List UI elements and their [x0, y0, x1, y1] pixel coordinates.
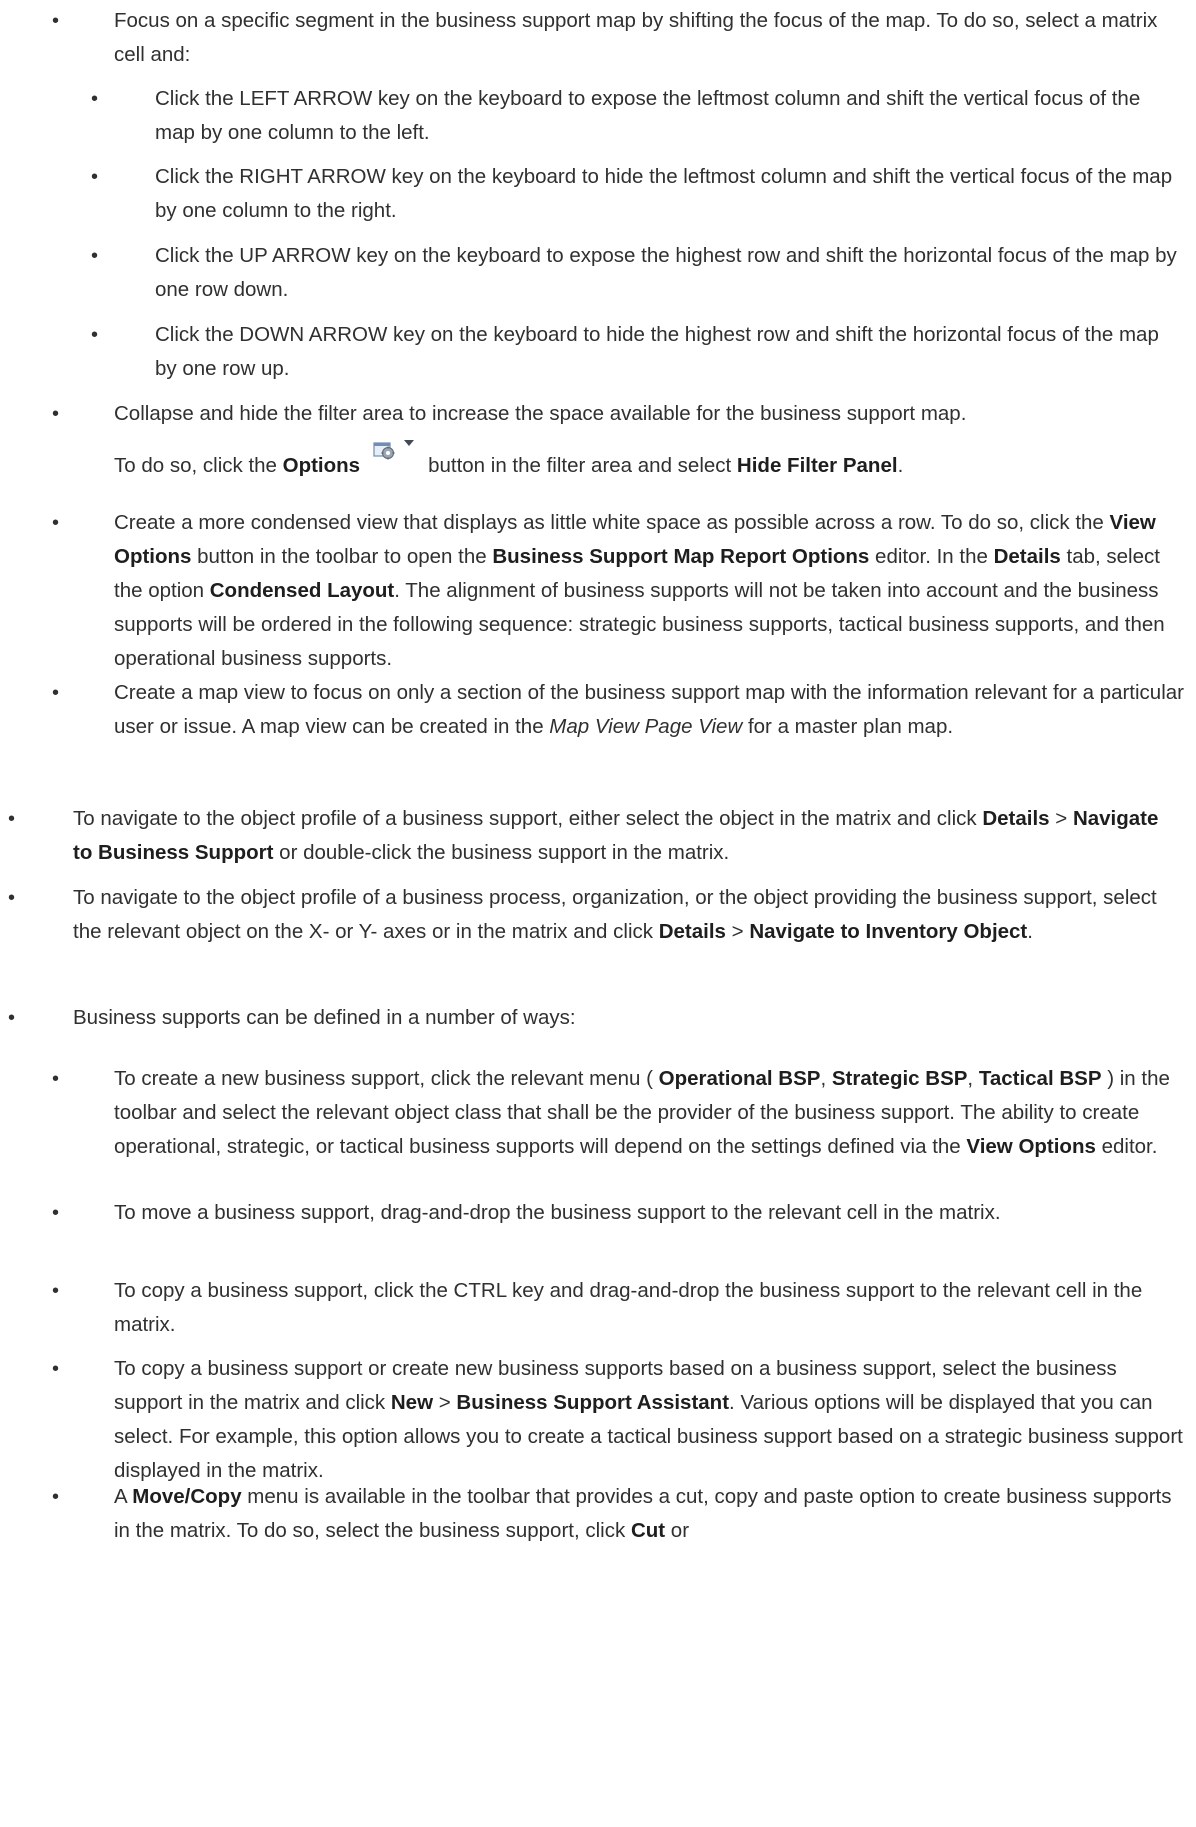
bold-term: Navigate to Business Support [73, 807, 1159, 864]
text-run: Business supports can be defined in a number of ways: [73, 1006, 576, 1029]
list-item-text [114, 1352, 1189, 1488]
bold-term: View Options [966, 1135, 1096, 1158]
list-item-text [155, 239, 1185, 307]
list-item-text [73, 1001, 1183, 1035]
bold-term: Details [982, 807, 1050, 830]
bold-term: Details [658, 920, 726, 943]
text-run: To copy a business support, click the CTRL key and drag-and-drop the business support to the relevant cell in the matrix. [114, 1279, 1143, 1336]
text-run: editor. [1095, 1135, 1158, 1158]
bold-term: Cut [630, 1519, 666, 1542]
bullet-icon: • [52, 512, 60, 534]
bold-term: Condensed Layout [209, 579, 395, 602]
text-run: Click the RIGHT ARROW key on the keyboard to hide the leftmost column and shift the vertical focus of the map by one column to the right. [155, 165, 1173, 222]
bullet-icon: • [91, 166, 99, 188]
bullet-icon: • [8, 887, 16, 909]
bullet-icon: • [8, 1007, 16, 1029]
bullet-icon: • [52, 1068, 60, 1090]
bold-term: Tactical BSP [978, 1067, 1102, 1090]
bullet-icon: • [52, 682, 60, 704]
text-run: Focus on a specific segment in the business support map by shifting the focus of the map. To do so, select a matrix cell and: [114, 9, 1158, 66]
text-run: Create a map view to focus on only a section of the business support map with the information relevant for a particular user or issue. A map view can be created in the [114, 681, 1184, 738]
bullet-icon: • [52, 1358, 60, 1380]
list-item-text [155, 82, 1185, 150]
list-item-text [114, 506, 1189, 676]
list-item-text [114, 1196, 1189, 1230]
text-run: Create a more condensed view that displays as little white space as possible across a row. To do so, click the [114, 511, 1110, 534]
text-run: button in the toolbar to open the [191, 545, 493, 568]
bullet-icon: • [52, 1486, 60, 1508]
bullet-icon: • [91, 324, 99, 346]
text-run: , [967, 1067, 979, 1090]
text-run: Click the UP ARROW key on the keyboard to expose the highest row and shift the horizontal focus of the map by one row down. [155, 244, 1177, 301]
bold-term: Business Support Map Report Options [492, 545, 870, 568]
text-run: To navigate to the object profile of a business support, either select the object in the matrix and click [73, 807, 983, 830]
text-run: A [114, 1485, 133, 1508]
text-run: To copy a business support or create new business supports based on a business support, select the business support in the matrix and click [114, 1357, 1117, 1414]
bullet-icon: • [52, 403, 60, 425]
text-run: > [433, 1391, 457, 1414]
text-run: Click the LEFT ARROW key on the keyboard to expose the leftmost column and shift the vertical focus of the map by one column to the left. [155, 87, 1141, 144]
bold-term: Operational BSP [658, 1067, 821, 1090]
text-run: . [897, 454, 904, 477]
list-item-text [114, 1062, 1189, 1164]
bold-term: Hide Filter Panel [736, 454, 898, 477]
bullet-icon: • [8, 808, 16, 830]
bullet-icon: • [91, 245, 99, 267]
text-run: . Various options will be displayed that you can select. For example, this option allows you to create a tactical business support based on a strategic business support displayed in the matrix. [114, 1391, 1183, 1482]
bold-term: Business Support Assistant [456, 1391, 730, 1414]
list-item-text [114, 676, 1189, 744]
bullet-icon: • [91, 88, 99, 110]
text-run: > [1049, 807, 1073, 830]
list-item-text [114, 4, 1189, 72]
text-run: . [1027, 920, 1033, 943]
text-run: To create a new business support, click the relevant menu ( [114, 1067, 659, 1090]
text-run: tab, select the option [114, 545, 1160, 602]
list-item-text [114, 1274, 1189, 1342]
options-gear-dropdown-icon [370, 448, 420, 474]
text-run: To move a business support, drag-and-drop the business support to the relevant cell in the matrix. [114, 1201, 1001, 1224]
bold-term: New [390, 1391, 434, 1414]
text-run: Click the DOWN ARROW key on the keyboard to hide the highest row and shift the horizontal focus of the map by one row up. [155, 323, 1159, 380]
text-run: To navigate to the object profile of a business process, organization, or the object providing the business support, select the relevant object on the X- or Y- axes or in the matrix and click [73, 886, 1157, 943]
list-item-text [114, 448, 1189, 483]
list-item-text [114, 1480, 1189, 1548]
bold-term: Strategic BSP [831, 1067, 968, 1090]
text-run: . The alignment of business supports will not be taken into account and the business supports will be ordered in the following sequence: strategic business supports, tactical business supports, and then operational business supports. [114, 579, 1165, 670]
text-run: or double-click the business support in the matrix. [273, 841, 730, 864]
bullet-icon: • [52, 1280, 60, 1302]
list-item-text [155, 160, 1185, 228]
text-run: or [665, 1519, 690, 1542]
text-run: , [820, 1067, 832, 1090]
bold-term: Options [282, 454, 361, 477]
text-run: for a master plan map. [742, 715, 954, 738]
bullet-icon: • [52, 1202, 60, 1224]
italic-term: Map View Page View [549, 715, 743, 738]
list-item-text [73, 802, 1183, 870]
list-item-text [73, 881, 1183, 949]
list-item-text [114, 397, 1189, 431]
list-item-text [155, 318, 1185, 386]
text-run: editor. In the [869, 545, 994, 568]
bold-term: Navigate to Inventory Object [749, 920, 1028, 943]
text-run: Collapse and hide the filter area to increase the space available for the business support map. [114, 402, 967, 425]
text-run: To do so, click the [114, 454, 283, 477]
bold-term: View Options [114, 511, 1156, 568]
bullet-icon: • [52, 10, 60, 32]
text-run: menu is available in the toolbar that provides a cut, copy and paste option to create business supports in the matrix. To do so, select the business support, click [114, 1485, 1172, 1542]
text-run: button in the filter area and select [428, 454, 737, 477]
bold-term: Details [993, 545, 1061, 568]
text-run: ) in the toolbar and select the relevant object class that shall be the provider of the business support. The ability to create operational, strategic, or tactical business supports will depend on the settings defined via the [114, 1067, 1170, 1158]
text-run: > [725, 920, 750, 943]
bold-term: Move/Copy [132, 1485, 242, 1508]
